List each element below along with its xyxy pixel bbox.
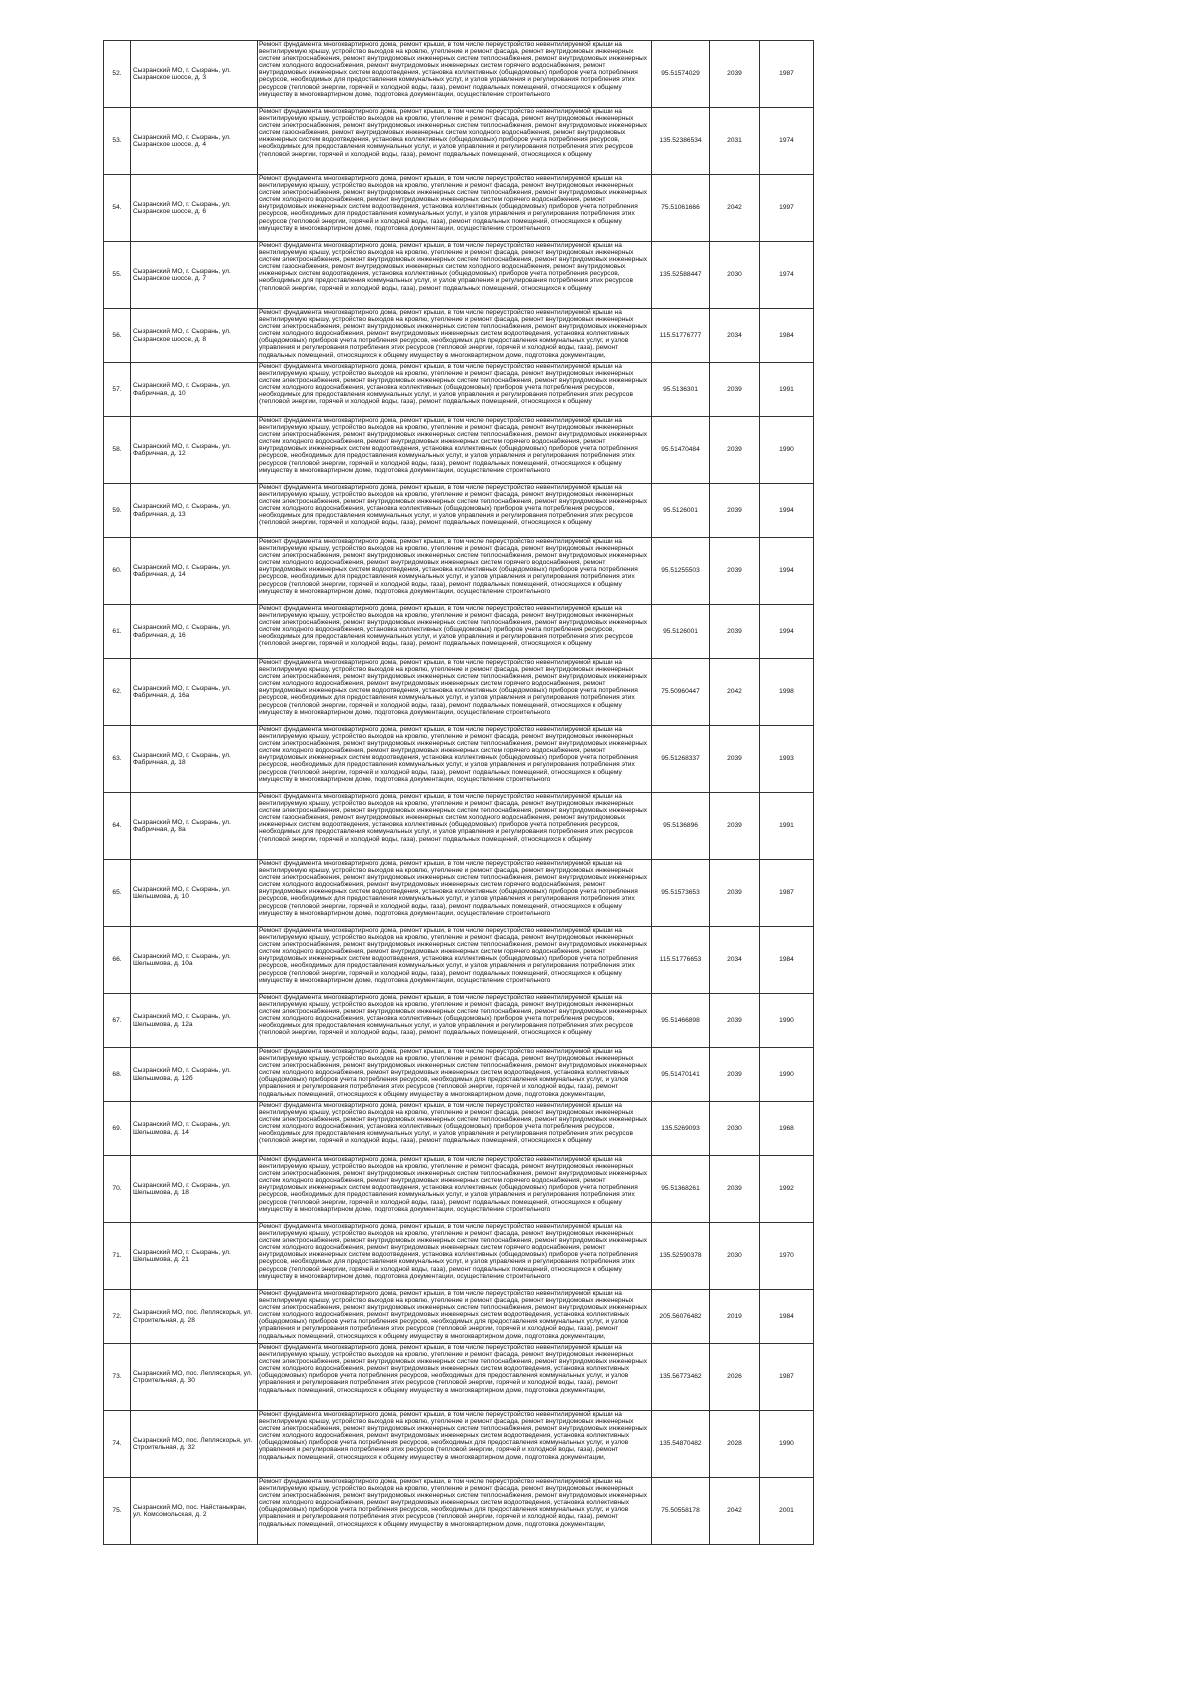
cost-cell: 95.5136896	[652, 793, 710, 860]
row-number-cell: 62.	[104, 659, 131, 726]
table-row	[104, 484, 814, 538]
address-cell: Сызранский МО, г. Сызрань, ул. Шельшмова, д. 10	[131, 860, 258, 927]
works-text: Ремонт фундамента многоквартирного дома, ремонт крыши, в том числе переустройство невентилируемой крыши на вентилируемую крышу, устройство выходов на кровлю, утепление и ремонт фасада, ремонт внутридомовых инженерных систем электроснабжения, ремонт внутридомовых инженерных систем теплоснабжения, ремонт внутридомовых инженерных систем холодного водоснабжения, установка коллективных (общедомовых) приборов учета потребления ресурсов, необходимых для предоставления коммунальных услуг, и узлов управления и регулирования потребления этих ресурсов (тепловой энергии, горячей и холодной воды, газа), ремонт подвальных помещений, относящихся к общему	[259, 605, 648, 648]
table-row	[104, 108, 814, 175]
build-year-cell: 1974	[760, 242, 814, 309]
cost-cell: 135.54870482	[652, 1411, 710, 1478]
works-cell	[258, 484, 652, 538]
works-cell	[258, 108, 652, 175]
table-row	[104, 994, 814, 1048]
planned-year-cell: 2039	[710, 538, 760, 605]
address-cell: Сызранский МО, г. Сызрань, ул. Фабричная, д. 13	[131, 484, 258, 538]
works-text: Ремонт фундамента многоквартирного дома, ремонт крыши, в том числе переустройство невентилируемой крыши на вентилируемую крышу, устройство выходов на кровлю, утепление и ремонт фасада, ремонт внутридомовых инженерных систем электроснабжения, ремонт внутридомовых инженерных систем теплоснабжения, ремонт внутридомовых инженерных систем холодного водоснабжения, ремонт внутридомовых инженерных систем горячего водоснабжения, ремонт внутридомовых инженерных систем водоотведения, установка коллективных (общедомовых) приборов учета потребления ресурсов, необходимых для предоставления коммунальных услуг, и узлов управления и регулирования потребления этих ресурсов (тепловой энергии, горячей и холодной воды, газа), ремонт подвальных помещений, относящихся к общему имуществу в многоквартирном доме, подготовка документации, осуществление строительного	[259, 860, 648, 917]
table-row	[104, 242, 814, 309]
planned-year-cell: 2026	[710, 1344, 760, 1411]
table-row	[104, 605, 814, 659]
planned-year-cell: 2039	[710, 994, 760, 1048]
row-number-cell: 55.	[104, 242, 131, 309]
planned-year-cell: 2039	[710, 726, 760, 793]
planned-year-cell: 2039	[710, 41, 760, 108]
works-cell	[258, 41, 652, 108]
build-year-cell: 1968	[760, 1102, 814, 1156]
address-cell: Сызранский МО, пос. Лепляскорья, ул. Строительная, д. 32	[131, 1411, 258, 1478]
cost-cell: 95.5136301	[652, 363, 710, 417]
build-year-cell: 1991	[760, 363, 814, 417]
table-row	[104, 726, 814, 793]
table-row	[104, 659, 814, 726]
row-number-cell: 74.	[104, 1411, 131, 1478]
planned-year-cell: 2039	[710, 793, 760, 860]
row-number-cell: 64.	[104, 793, 131, 860]
works-cell	[258, 538, 652, 605]
build-year-cell: 1990	[760, 1048, 814, 1102]
cost-cell: 115.51776653	[652, 927, 710, 994]
works-text: Ремонт фундамента многоквартирного дома, ремонт крыши, в том числе переустройство невентилируемой крыши на вентилируемую крышу, устройство выходов на кровлю, утепление и ремонт фасада, ремонт внутридомовых инженерных систем электроснабжения, ремонт внутридомовых инженерных систем теплоснабжения, ремонт внутридомовых инженерных систем холодного водоснабжения, ремонт внутридомовых инженерных систем горячего водоснабжения, ремонт внутридомовых инженерных систем водоотведения, установка коллективных (общедомовых) приборов учета потребления ресурсов, необходимых для предоставления коммунальных услуг, и узлов управления и регулирования потребления этих ресурсов (тепловой энергии, горячей и холодной воды, газа), ремонт подвальных помещений, относящихся к общему имуществу в многоквартирном доме, подготовка документации, осуществление строительного	[259, 726, 648, 783]
build-year-cell: 1984	[760, 1290, 814, 1344]
build-year-cell: 1984	[760, 927, 814, 994]
build-year-cell: 1990	[760, 1411, 814, 1478]
cost-cell: 135.56773462	[652, 1344, 710, 1411]
works-text: Ремонт фундамента многоквартирного дома, ремонт крыши, в том числе переустройство невентилируемой крыши на вентилируемую крышу, устройство выходов на кровлю, утепление и ремонт фасада, ремонт внутридомовых инженерных систем электроснабжения, ремонт внутридомовых инженерных систем теплоснабжения, ремонт внутридомовых инженерных систем холодного водоснабжения, ремонт внутридомовых инженерных систем горячего водоснабжения, ремонт внутридомовых инженерных систем водоотведения, установка коллективных (общедомовых) приборов учета потребления ресурсов, необходимых для предоставления коммунальных услуг, и узлов управления и регулирования потребления этих ресурсов (тепловой энергии, горячей и холодной воды, газа), ремонт подвальных помещений, относящихся к общему имуществу в многоквартирном доме, подготовка документации, осуществление строительного	[259, 538, 648, 595]
table-row	[104, 175, 814, 242]
cost-cell: 95.51466898	[652, 994, 710, 1048]
address-cell: Сызранский МО, г. Сызрань, ул. Шельшмова, д. 12а	[131, 994, 258, 1048]
table-row	[104, 793, 814, 860]
works-text: Ремонт фундамента многоквартирного дома, ремонт крыши, в том числе переустройство невентилируемой крыши на вентилируемую крышу, устройство выходов на кровлю, утепление и ремонт фасада, ремонт внутридомовых инженерных систем электроснабжения, ремонт внутридомовых инженерных систем теплоснабжения, ремонт внутридомовых инженерных систем холодного водоснабжения, установка коллективных (общедомовых) приборов учета потребления ресурсов, необходимых для предоставления коммунальных услуг, и узлов управления и регулирования потребления этих ресурсов (тепловой энергии, горячей и холодной воды, газа), ремонт подвальных помещений, относящихся к общему	[259, 363, 648, 406]
cost-cell: 95.51574029	[652, 41, 710, 108]
cost-cell: 75.50558178	[652, 1478, 710, 1545]
row-number-cell: 54.	[104, 175, 131, 242]
build-year-cell: 2001	[760, 1478, 814, 1545]
table-row	[104, 309, 814, 363]
address-cell: Сызранский МО, г. Сызрань, ул. Шельшмова, д. 14	[131, 1102, 258, 1156]
table-row	[104, 41, 814, 108]
cost-cell: 95.51368261	[652, 1156, 710, 1223]
table-body	[104, 41, 814, 1545]
works-cell	[258, 994, 652, 1048]
planned-year-cell: 2039	[710, 363, 760, 417]
cost-cell: 135.52590378	[652, 1223, 710, 1290]
cost-cell: 95.51470141	[652, 1048, 710, 1102]
works-text: Ремонт фундамента многоквартирного дома, ремонт крыши, в том числе переустройство невентилируемой крыши на вентилируемую крышу, устройство выходов на кровлю, утепление и ремонт фасада, ремонт внутридомовых инженерных систем электроснабжения, ремонт внутридомовых инженерных систем теплоснабжения, ремонт внутридомовых инженерных систем газоснабжения, ремонт внутридомовых инженерных систем холодного водоснабжения, ремонт внутридомовых инженерных систем водоотведения, установка коллективных (общедомовых) приборов учета потребления ресурсов, необходимых для предоставления коммунальных услуг, и узлов управления и регулирования потребления этих ресурсов (тепловой энергии, горячей и холодной воды, газа), ремонт подвальных помещений, относящихся к общему	[259, 242, 648, 292]
address-cell: Сызранский МО, г. Сызрань, ул. Фабричная, д. 14	[131, 538, 258, 605]
capital-repair-table	[103, 40, 814, 1545]
table-row	[104, 860, 814, 927]
build-year-cell: 1970	[760, 1223, 814, 1290]
works-text: Ремонт фундамента многоквартирного дома, ремонт крыши, в том числе переустройство невентилируемой крыши на вентилируемую крышу, устройство выходов на кровлю, утепление и ремонт фасада, ремонт внутридомовых инженерных систем электроснабжения, ремонт внутридомовых инженерных систем теплоснабжения, ремонт внутридомовых инженерных систем холодного водоснабжения, ремонт внутридомовых инженерных систем горячего водоснабжения, ремонт внутридомовых инженерных систем водоотведения, установка коллективных (общедомовых) приборов учета потребления ресурсов, необходимых для предоставления коммунальных услуг, и узлов управления и регулирования потребления этих ресурсов (тепловой энергии, горячей и холодной воды, газа), ремонт подвальных помещений, относящихся к общему имуществу в многоквартирном доме, подготовка документации, осуществление строительного	[259, 175, 648, 232]
works-text: Ремонт фундамента многоквартирного дома, ремонт крыши, в том числе переустройство невентилируемой крыши на вентилируемую крышу, устройство выходов на кровлю, утепление и ремонт фасада, ремонт внутридомовых инженерных систем электроснабжения, ремонт внутридомовых инженерных систем теплоснабжения, ремонт внутридомовых инженерных систем холодного водоснабжения, установка коллективных (общедомовых) приборов учета потребления ресурсов, необходимых для предоставления коммунальных услуг, и узлов управления и регулирования потребления этих ресурсов (тепловой энергии, горячей и холодной воды, газа), ремонт подвальных помещений, относящихся к общему	[259, 994, 648, 1037]
works-cell	[258, 1048, 652, 1102]
works-cell	[258, 175, 652, 242]
works-text: Ремонт фундамента многоквартирного дома, ремонт крыши, в том числе переустройство невентилируемой крыши на вентилируемую крышу, устройство выходов на кровлю, утепление и ремонт фасада, ремонт внутридомовых инженерных систем электроснабжения, ремонт внутридомовых инженерных систем теплоснабжения, ремонт внутридомовых инженерных систем холодного водоснабжения, ремонт внутридомовых инженерных систем водоотведения, установка коллективных (общедомовых) приборов учета потребления ресурсов, необходимых для предоставления коммунальных услуг, и узлов управления и регулирования потребления этих ресурсов (тепловой энергии, горячей и холодной воды, газа), ремонт подвальных помещений, относящихся к общему имуществу в многоквартирном доме, подготовка документации,	[259, 309, 648, 359]
works-text: Ремонт фундамента многоквартирного дома, ремонт крыши, в том числе переустройство невентилируемой крыши на вентилируемую крышу, устройство выходов на кровлю, утепление и ремонт фасада, ремонт внутридомовых инженерных систем электроснабжения, ремонт внутридомовых инженерных систем теплоснабжения, ремонт внутридомовых инженерных систем газоснабжения, ремонт внутридомовых инженерных систем холодного водоснабжения, ремонт внутридомовых инженерных систем водоотведения, установка коллективных (общедомовых) приборов учета потребления ресурсов, необходимых для предоставления коммунальных услуг, и узлов управления и регулирования потребления этих ресурсов (тепловой энергии, горячей и холодной воды, газа), ремонт подвальных помещений, относящихся к общему	[259, 793, 648, 843]
table-row	[104, 363, 814, 417]
table-row	[104, 417, 814, 484]
table-row	[104, 1102, 814, 1156]
planned-year-cell: 2039	[710, 1048, 760, 1102]
works-cell	[258, 309, 652, 363]
works-text: Ремонт фундамента многоквартирного дома, ремонт крыши, в том числе переустройство невентилируемой крыши на вентилируемую крышу, устройство выходов на кровлю, утепление и ремонт фасада, ремонт внутридомовых инженерных систем электроснабжения, ремонт внутридомовых инженерных систем теплоснабжения, ремонт внутридомовых инженерных систем холодного водоснабжения, установка коллективных (общедомовых) приборов учета потребления ресурсов, необходимых для предоставления коммунальных услуг, и узлов управления и регулирования потребления этих ресурсов (тепловой энергии, горячей и холодной воды, газа), ремонт подвальных помещений, относящихся к общему	[259, 484, 648, 527]
works-text: Ремонт фундамента многоквартирного дома, ремонт крыши, в том числе переустройство невентилируемой крыши на вентилируемую крышу, устройство выходов на кровлю, утепление и ремонт фасада, ремонт внутридомовых инженерных систем электроснабжения, ремонт внутридомовых инженерных систем теплоснабжения, ремонт внутридомовых инженерных систем холодного водоснабжения, ремонт внутридомовых инженерных систем водоотведения, установка коллективных (общедомовых) приборов учета потребления ресурсов, необходимых для предоставления коммунальных услуг, и узлов управления и регулирования потребления этих ресурсов (тепловой энергии, горячей и холодной воды, газа), ремонт подвальных помещений, относящихся к общему имуществу в многоквартирном доме, подготовка документации,	[259, 1048, 648, 1098]
build-year-cell: 1987	[760, 41, 814, 108]
row-number-cell: 68.	[104, 1048, 131, 1102]
works-text: Ремонт фундамента многоквартирного дома, ремонт крыши, в том числе переустройство невентилируемой крыши на вентилируемую крышу, устройство выходов на кровлю, утепление и ремонт фасада, ремонт внутридомовых инженерных систем электроснабжения, ремонт внутридомовых инженерных систем теплоснабжения, ремонт внутридомовых инженерных систем холодного водоснабжения, ремонт внутридомовых инженерных систем горячего водоснабжения, ремонт внутридомовых инженерных систем водоотведения, установка коллективных (общедомовых) приборов учета потребления ресурсов, необходимых для предоставления коммунальных услуг, и узлов управления и регулирования потребления этих ресурсов (тепловой энергии, горячей и холодной воды, газа), ремонт подвальных помещений, относящихся к общему имуществу в многоквартирном доме, подготовка документации, осуществление строительного	[259, 417, 648, 474]
row-number-cell: 67.	[104, 994, 131, 1048]
works-cell	[258, 1102, 652, 1156]
cost-cell: 95.5126001	[652, 484, 710, 538]
address-cell: Сызранский МО, г. Сызрань, ул. Сызранское шоссе, д. 3	[131, 41, 258, 108]
address-cell: Сызранский МО, г. Сызрань, ул. Фабричная, д. 8а	[131, 793, 258, 860]
row-number-cell: 58.	[104, 417, 131, 484]
build-year-cell: 1993	[760, 726, 814, 793]
build-year-cell: 1984	[760, 309, 814, 363]
works-cell	[258, 605, 652, 659]
works-cell	[258, 1411, 652, 1478]
cost-cell: 95.51470484	[652, 417, 710, 484]
row-number-cell: 69.	[104, 1102, 131, 1156]
row-number-cell: 65.	[104, 860, 131, 927]
cost-cell: 75.50960447	[652, 659, 710, 726]
address-cell: Сызранский МО, пос. Лепляскорья, ул. Строительная, д. 28	[131, 1290, 258, 1344]
row-number-cell: 56.	[104, 309, 131, 363]
works-cell	[258, 1223, 652, 1290]
works-cell	[258, 363, 652, 417]
build-year-cell: 1994	[760, 538, 814, 605]
address-cell: Сызранский МО, г. Сызрань, ул. Фабричная, д. 12	[131, 417, 258, 484]
row-number-cell: 60.	[104, 538, 131, 605]
build-year-cell: 1974	[760, 108, 814, 175]
cost-cell: 75.51061666	[652, 175, 710, 242]
works-cell	[258, 659, 652, 726]
works-cell	[258, 726, 652, 793]
cost-cell: 95.5126001	[652, 605, 710, 659]
address-cell: Сызранский МО, пос. Лепляскорья, ул. Строительная, д. 30	[131, 1344, 258, 1411]
planned-year-cell: 2030	[710, 1102, 760, 1156]
address-cell: Сызранский МО, г. Сызрань, ул. Фабричная, д. 16	[131, 605, 258, 659]
build-year-cell: 1991	[760, 793, 814, 860]
address-cell: Сызранский МО, г. Сызрань, ул. Фабричная, д. 16а	[131, 659, 258, 726]
works-cell	[258, 793, 652, 860]
cost-cell: 135.5269093	[652, 1102, 710, 1156]
table-row	[104, 538, 814, 605]
cost-cell: 135.52588447	[652, 242, 710, 309]
table-row	[104, 1411, 814, 1478]
works-cell	[258, 1478, 652, 1545]
works-cell	[258, 860, 652, 927]
row-number-cell: 70.	[104, 1156, 131, 1223]
build-year-cell: 1987	[760, 860, 814, 927]
planned-year-cell: 2031	[710, 108, 760, 175]
planned-year-cell: 2019	[710, 1290, 760, 1344]
row-number-cell: 53.	[104, 108, 131, 175]
cost-cell: 95.51573653	[652, 860, 710, 927]
planned-year-cell: 2028	[710, 1411, 760, 1478]
address-cell: Сызранский МО, г. Сызрань, ул. Фабричная, д. 10	[131, 363, 258, 417]
planned-year-cell: 2042	[710, 659, 760, 726]
works-text: Ремонт фундамента многоквартирного дома, ремонт крыши, в том числе переустройство невентилируемой крыши на вентилируемую крышу, устройство выходов на кровлю, утепление и ремонт фасада, ремонт внутридомовых инженерных систем электроснабжения, ремонт внутридомовых инженерных систем теплоснабжения, ремонт внутридомовых инженерных систем газоснабжения, ремонт внутридомовых инженерных систем холодного водоснабжения, ремонт внутридомовых инженерных систем водоотведения, установка коллективных (общедомовых) приборов учета потребления ресурсов, необходимых для предоставления коммунальных услуг, и узлов управления и регулирования потребления этих ресурсов (тепловой энергии, горячей и холодной воды, газа), ремонт подвальных помещений, относящихся к общему	[259, 108, 648, 158]
works-text: Ремонт фундамента многоквартирного дома, ремонт крыши, в том числе переустройство невентилируемой крыши на вентилируемую крышу, устройство выходов на кровлю, утепление и ремонт фасада, ремонт внутридомовых инженерных систем электроснабжения, ремонт внутридомовых инженерных систем теплоснабжения, ремонт внутридомовых инженерных систем холодного водоснабжения, ремонт внутридомовых инженерных систем горячего водоснабжения, ремонт внутридомовых инженерных систем водоотведения, установка коллективных (общедомовых) приборов учета потребления ресурсов, необходимых для предоставления коммунальных услуг, и узлов управления и регулирования потребления этих ресурсов (тепловой энергии, горячей и холодной воды, газа), ремонт подвальных помещений, относящихся к общему имуществу в многоквартирном доме, подготовка документации, осуществление строительного	[259, 41, 648, 98]
build-year-cell: 1990	[760, 994, 814, 1048]
address-cell: Сызранский МО, г. Сызрань, ул. Фабричная, д. 18	[131, 726, 258, 793]
build-year-cell: 1994	[760, 484, 814, 538]
works-cell	[258, 242, 652, 309]
address-cell: Сызранский МО, г. Сызрань, ул. Шельшмова, д. 21	[131, 1223, 258, 1290]
row-number-cell: 75.	[104, 1478, 131, 1545]
planned-year-cell: 2030	[710, 242, 760, 309]
cost-cell: 135.52386534	[652, 108, 710, 175]
cost-cell: 95.51268337	[652, 726, 710, 793]
row-number-cell: 61.	[104, 605, 131, 659]
build-year-cell: 1994	[760, 605, 814, 659]
planned-year-cell: 2030	[710, 1223, 760, 1290]
address-cell: Сызранский МО, г. Сызрань, ул. Сызранское шоссе, д. 4	[131, 108, 258, 175]
row-number-cell: 72.	[104, 1290, 131, 1344]
works-text: Ремонт фундамента многоквартирного дома, ремонт крыши, в том числе переустройство невентилируемой крыши на вентилируемую крышу, устройство выходов на кровлю, утепление и ремонт фасада, ремонт внутридомовых инженерных систем электроснабжения, ремонт внутридомовых инженерных систем теплоснабжения, ремонт внутридомовых инженерных систем холодного водоснабжения, ремонт внутридомовых инженерных систем водоотведения, установка коллективных (общедомовых) приборов учета потребления ресурсов, необходимых для предоставления коммунальных услуг, и узлов управления и регулирования потребления этих ресурсов (тепловой энергии, горячей и холодной воды, газа), ремонт подвальных помещений, относящихся к общему имуществу в многоквартирном доме, подготовка документации,	[259, 1290, 648, 1340]
cost-cell: 95.51255503	[652, 538, 710, 605]
build-year-cell: 1987	[760, 1344, 814, 1411]
table-row	[104, 1344, 814, 1411]
works-cell	[258, 927, 652, 994]
works-cell	[258, 417, 652, 484]
address-cell: Сызранский МО, г. Сызрань, ул. Сызранское шоссе, д. 6	[131, 175, 258, 242]
works-text: Ремонт фундамента многоквартирного дома, ремонт крыши, в том числе переустройство невентилируемой крыши на вентилируемую крышу, устройство выходов на кровлю, утепление и ремонт фасада, ремонт внутридомовых инженерных систем электроснабжения, ремонт внутридомовых инженерных систем теплоснабжения, ремонт внутридомовых инженерных систем холодного водоснабжения, ремонт внутридомовых инженерных систем водоотведения, установка коллективных (общедомовых) приборов учета потребления ресурсов, необходимых для предоставления коммунальных услуг, и узлов управления и регулирования потребления этих ресурсов (тепловой энергии, горячей и холодной воды, газа), ремонт подвальных помещений, относящихся к общему имуществу в многоквартирном доме, подготовка документации,	[259, 1344, 648, 1394]
address-cell: Сызранский МО, пос. Найстаныкран, ул. Комсомольская, д. 2	[131, 1478, 258, 1545]
works-text: Ремонт фундамента многоквартирного дома, ремонт крыши, в том числе переустройство невентилируемой крыши на вентилируемую крышу, устройство выходов на кровлю, утепление и ремонт фасада, ремонт внутридомовых инженерных систем электроснабжения, ремонт внутридомовых инженерных систем теплоснабжения, ремонт внутридомовых инженерных систем холодного водоснабжения, ремонт внутридомовых инженерных систем горячего водоснабжения, ремонт внутридомовых инженерных систем водоотведения, установка коллективных (общедомовых) приборов учета потребления ресурсов, необходимых для предоставления коммунальных услуг, и узлов управления и регулирования потребления этих ресурсов (тепловой энергии, горячей и холодной воды, газа), ремонт подвальных помещений, относящихся к общему имуществу в многоквартирном доме, подготовка документации, осуществление строительного	[259, 927, 648, 984]
planned-year-cell: 2042	[710, 1478, 760, 1545]
planned-year-cell: 2042	[710, 175, 760, 242]
table-row	[104, 927, 814, 994]
build-year-cell: 1998	[760, 659, 814, 726]
address-cell: Сызранский МО, г. Сызрань, ул. Шельшмова, д. 10а	[131, 927, 258, 994]
cost-cell: 115.51776777	[652, 309, 710, 363]
row-number-cell: 66.	[104, 927, 131, 994]
works-text: Ремонт фундамента многоквартирного дома, ремонт крыши, в том числе переустройство невентилируемой крыши на вентилируемую крышу, устройство выходов на кровлю, утепление и ремонт фасада, ремонт внутридомовых инженерных систем электроснабжения, ремонт внутридомовых инженерных систем теплоснабжения, ремонт внутридомовых инженерных систем холодного водоснабжения, ремонт внутридомовых инженерных систем горячего водоснабжения, ремонт внутридомовых инженерных систем водоотведения, установка коллективных (общедомовых) приборов учета потребления ресурсов, необходимых для предоставления коммунальных услуг, и узлов управления и регулирования потребления этих ресурсов (тепловой энергии, горячей и холодной воды, газа), ремонт подвальных помещений, относящихся к общему имуществу в многоквартирном доме, подготовка документации, осуществление строительного	[259, 1156, 648, 1213]
planned-year-cell: 2039	[710, 484, 760, 538]
row-number-cell: 57.	[104, 363, 131, 417]
planned-year-cell: 2039	[710, 1156, 760, 1223]
table-row	[104, 1223, 814, 1290]
works-text: Ремонт фундамента многоквартирного дома, ремонт крыши, в том числе переустройство невентилируемой крыши на вентилируемую крышу, устройство выходов на кровлю, утепление и ремонт фасада, ремонт внутридомовых инженерных систем электроснабжения, ремонт внутридомовых инженерных систем теплоснабжения, ремонт внутридомовых инженерных систем холодного водоснабжения, ремонт внутридомовых инженерных систем горячего водоснабжения, ремонт внутридомовых инженерных систем водоотведения, установка коллективных (общедомовых) приборов учета потребления ресурсов, необходимых для предоставления коммунальных услуг, и узлов управления и регулирования потребления этих ресурсов (тепловой энергии, горячей и холодной воды, газа), ремонт подвальных помещений, относящихся к общему имуществу в многоквартирном доме, подготовка документации, осуществление строительного	[259, 1223, 648, 1280]
works-cell	[258, 1156, 652, 1223]
table-row	[104, 1290, 814, 1344]
table-row	[104, 1478, 814, 1545]
build-year-cell: 1997	[760, 175, 814, 242]
planned-year-cell: 2039	[710, 860, 760, 927]
works-text: Ремонт фундамента многоквартирного дома, ремонт крыши, в том числе переустройство невентилируемой крыши на вентилируемую крышу, устройство выходов на кровлю, утепление и ремонт фасада, ремонт внутридомовых инженерных систем электроснабжения, ремонт внутридомовых инженерных систем теплоснабжения, ремонт внутридомовых инженерных систем холодного водоснабжения, ремонт внутридомовых инженерных систем водоотведения, установка коллективных (общедомовых) приборов учета потребления ресурсов, необходимых для предоставления коммунальных услуг, и узлов управления и регулирования потребления этих ресурсов (тепловой энергии, горячей и холодной воды, газа), ремонт подвальных помещений, относящихся к общему имуществу в многоквартирном доме, подготовка документации,	[259, 1411, 648, 1461]
works-text: Ремонт фундамента многоквартирного дома, ремонт крыши, в том числе переустройство невентилируемой крыши на вентилируемую крышу, устройство выходов на кровлю, утепление и ремонт фасада, ремонт внутридомовых инженерных систем электроснабжения, ремонт внутридомовых инженерных систем теплоснабжения, ремонт внутридомовых инженерных систем холодного водоснабжения, установка коллективных (общедомовых) приборов учета потребления ресурсов, необходимых для предоставления коммунальных услуг, и узлов управления и регулирования потребления этих ресурсов (тепловой энергии, горячей и холодной воды, газа), ремонт подвальных помещений, относящихся к общему	[259, 1102, 648, 1145]
row-number-cell: 59.	[104, 484, 131, 538]
works-cell	[258, 1290, 652, 1344]
cost-cell: 205.56076482	[652, 1290, 710, 1344]
works-cell	[258, 1344, 652, 1411]
row-number-cell: 52.	[104, 41, 131, 108]
address-cell: Сызранский МО, г. Сызрань, ул. Шельшмова, д. 18	[131, 1156, 258, 1223]
planned-year-cell: 2034	[710, 927, 760, 994]
address-cell: Сызранский МО, г. Сызрань, ул. Шельшмова, д. 12б	[131, 1048, 258, 1102]
row-number-cell: 73.	[104, 1344, 131, 1411]
build-year-cell: 1992	[760, 1156, 814, 1223]
table-row	[104, 1156, 814, 1223]
works-text: Ремонт фундамента многоквартирного дома, ремонт крыши, в том числе переустройство невентилируемой крыши на вентилируемую крышу, устройство выходов на кровлю, утепление и ремонт фасада, ремонт внутридомовых инженерных систем электроснабжения, ремонт внутридомовых инженерных систем теплоснабжения, ремонт внутридомовых инженерных систем холодного водоснабжения, ремонт внутридомовых инженерных систем водоотведения, установка коллективных (общедомовых) приборов учета потребления ресурсов, необходимых для предоставления коммунальных услуг, и узлов управления и регулирования потребления этих ресурсов (тепловой энергии, горячей и холодной воды, газа), ремонт подвальных помещений, относящихся к общему имуществу в многоквартирном доме, подготовка документации,	[259, 1478, 648, 1528]
planned-year-cell: 2039	[710, 417, 760, 484]
address-cell: Сызранский МО, г. Сызрань, ул. Сызранское шоссе, д. 8	[131, 309, 258, 363]
planned-year-cell: 2039	[710, 605, 760, 659]
table-row	[104, 1048, 814, 1102]
works-text: Ремонт фундамента многоквартирного дома, ремонт крыши, в том числе переустройство невентилируемой крыши на вентилируемую крышу, устройство выходов на кровлю, утепление и ремонт фасада, ремонт внутридомовых инженерных систем электроснабжения, ремонт внутридомовых инженерных систем теплоснабжения, ремонт внутридомовых инженерных систем холодного водоснабжения, ремонт внутридомовых инженерных систем горячего водоснабжения, ремонт внутридомовых инженерных систем водоотведения, установка коллективных (общедомовых) приборов учета потребления ресурсов, необходимых для предоставления коммунальных услуг, и узлов управления и регулирования потребления этих ресурсов (тепловой энергии, горячей и холодной воды, газа), ремонт подвальных помещений, относящихся к общему имуществу в многоквартирном доме, подготовка документации, осуществление строительного	[259, 659, 648, 716]
address-cell: Сызранский МО, г. Сызрань, ул. Сызранское шоссе, д. 7	[131, 242, 258, 309]
build-year-cell: 1990	[760, 417, 814, 484]
row-number-cell: 63.	[104, 726, 131, 793]
row-number-cell: 71.	[104, 1223, 131, 1290]
planned-year-cell: 2034	[710, 309, 760, 363]
